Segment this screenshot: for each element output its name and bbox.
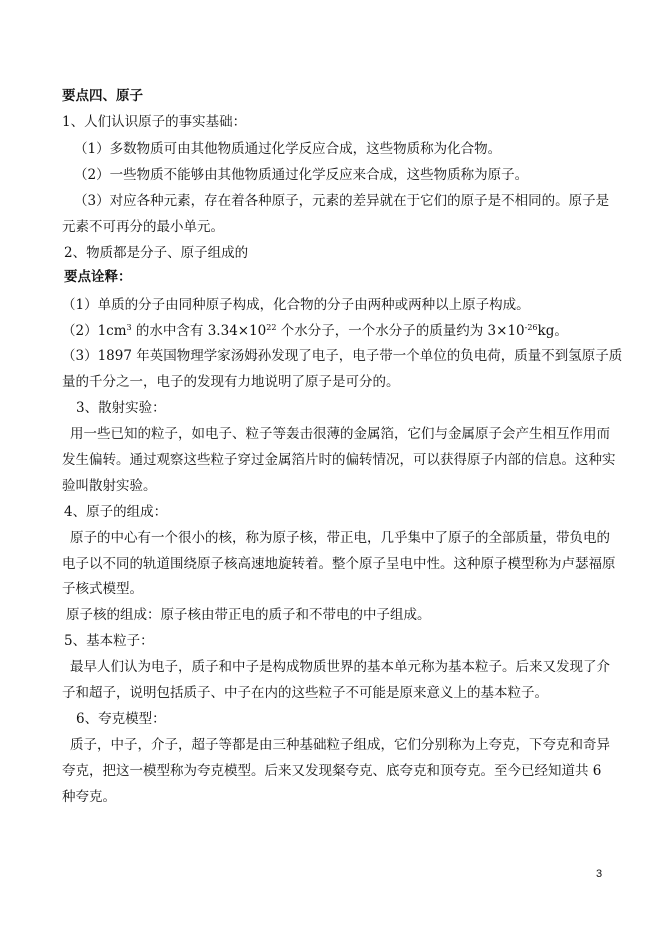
note-heading: 要点诠释： <box>64 269 132 285</box>
paragraph: 夸克，把这一模型称为夸克模型。后来又发现粲夸克、底夸克和顶夸克。至今已经知道共 6 <box>62 763 602 779</box>
paragraph: 子和超子，说明包括质子、中子在内的这些粒子不可能是原来意义上的基本粒子。 <box>62 685 548 701</box>
section-heading: 要点四、原子 <box>62 88 143 104</box>
section-1-title: 1、人们认识原子的事实基础： <box>62 114 247 130</box>
paragraph: 原子核的组成：原子核由带正电的质子和不带电的中子组成。 <box>66 607 431 623</box>
section-6-title: 6、夸克模型： <box>76 711 166 727</box>
note-2-part-c: 个水分子，一个水分子的质量约为 3×10 <box>276 323 525 339</box>
section-3-title: 3、散射实验： <box>76 400 166 416</box>
section-4-title: 4、原子的组成： <box>64 504 168 520</box>
paragraph: 量的千分之一，电子的发现有力地说明了原子是可分的。 <box>62 374 400 390</box>
paragraph: （1）多数物质可由其他物质通过化学反应合成，这些物质称为化合物。 <box>74 141 502 157</box>
section-5-title: 5、基本粒子： <box>64 633 154 649</box>
superscript: -26 <box>524 323 538 332</box>
note-2-part-b: 的水中含有 3.34×10 <box>131 323 267 339</box>
paragraph: 子核式模型。 <box>62 581 143 597</box>
note-item-3: （3）1897 年英国物理学家汤姆孙发现了电子，电子带一个单位的负电荷，质量不到氢原子质 <box>62 348 623 364</box>
paragraph: 种夸克。 <box>62 789 116 805</box>
section-2-title: 2、物质都是分子、原子组成的 <box>64 245 249 261</box>
superscript: 22 <box>266 323 277 332</box>
note-2-part-d: kg。 <box>537 323 568 339</box>
paragraph: （3）对应各种元素，存在着各种原子，元素的差异就在于它们的原子是不相同的。原子是 <box>74 193 610 209</box>
paragraph: 用一些已知的粒子，如电子、粒子等轰击很薄的金属箔，它们与金属原子会产生相互作用而 <box>70 426 610 442</box>
paragraph: 原子的中心有一个很小的核，称为原子核，带正电，几乎集中了原子的全部质量，带负电的 <box>70 530 610 546</box>
paragraph: （2）一些物质不能够由其他物质通过化学反应来合成，这些物质称为原子。 <box>74 167 529 183</box>
superscript: 3 <box>126 323 132 332</box>
paragraph: 电子以不同的轨道围绕原子核高速地旋转着。整个原子呈电中性。这种原子模型称为卢瑟福原 <box>62 556 616 572</box>
page-number: 3 <box>596 868 603 880</box>
note-item-1: （1）单质的分子由同种原子构成，化合物的分子由两种或两种以上原子构成。 <box>62 297 530 313</box>
note-2-part-a: （2）1cm <box>62 323 127 339</box>
paragraph: 验叫散射实验。 <box>62 478 157 494</box>
paragraph: 发生偏转。通过观察这些粒子穿过金属箔片时的偏转情况，可以获得原子内部的信息。这种实 <box>62 452 616 468</box>
paragraph: 元素不可再分的最小单元。 <box>62 219 224 235</box>
paragraph: 最早人们认为电子，质子和中子是构成物质世界的基本单元称为基本粒子。后来又发现了介 <box>70 659 610 675</box>
paragraph: 质子，中子，介子，超子等都是由三种基础粒子组成，它们分别称为上夸克，下夸克和奇异 <box>70 737 610 753</box>
note-item-2 <box>62 322 568 340</box>
